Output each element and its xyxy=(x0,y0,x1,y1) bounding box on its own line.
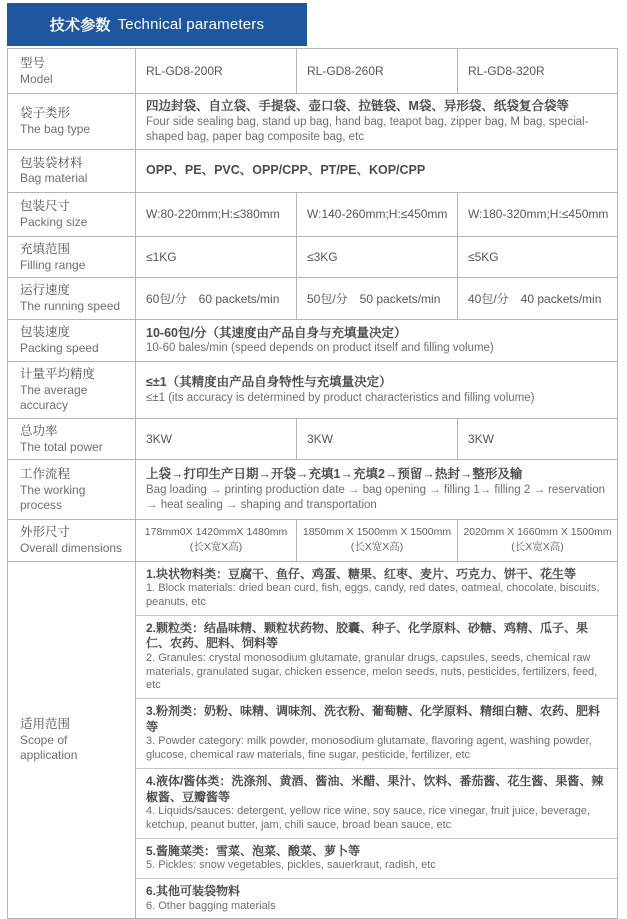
model-label xyxy=(8,49,136,94)
scope-item-1-en: 1. Block materials: dried bean curd, fish, eggs, candy, red dates, oatmeal, chocolate, biscuits, peanuts, etc xyxy=(146,582,600,609)
dimensions-3-note: (长X宽X高) xyxy=(511,541,564,554)
technical-parameters-table xyxy=(7,48,618,919)
average-accuracy-label-zh: 计量平均精度 xyxy=(20,366,96,381)
row-model xyxy=(8,49,618,94)
scope-item-other xyxy=(136,878,617,918)
dimensions-1-size: 178mm0X 1420mmX 1480mm xyxy=(144,526,288,539)
dimensions-2-size: 1850mm X 1500mm X 1500mm xyxy=(302,526,452,539)
total-power-value-3: 3KW xyxy=(458,418,618,459)
running-speed-label-en: The running speed xyxy=(20,299,121,314)
total-power-label-en: The total power xyxy=(20,439,103,454)
packing-size-value-2: W:140-260mm;H:≤450mm xyxy=(297,192,458,236)
model-label-en: Model xyxy=(20,71,53,86)
bag-material-value xyxy=(136,149,618,192)
scope-label-en: Scope of application xyxy=(20,732,78,763)
scope-item-6-en: 6. Other bagging materials xyxy=(146,899,276,912)
banner-title-en: Technical parameters xyxy=(117,16,265,33)
overall-dimensions-value-1 xyxy=(136,520,297,561)
filling-range-value-2: ≤3KG xyxy=(297,236,458,277)
model-label-zh: 型号 xyxy=(20,55,46,70)
row-scope-of-application xyxy=(8,561,618,919)
bag-type-value-zh: 四边封袋、自立袋、手提袋、壶口袋、拉链袋、M袋、异形袋、纸袋复合袋等 xyxy=(146,99,569,113)
page xyxy=(0,3,627,919)
scope-label-zh: 适用范围 xyxy=(20,716,71,731)
packing-speed-value-zh: 10-60包/分（其速度由产品自身与充填量决定） xyxy=(146,325,407,340)
row-overall-dimensions xyxy=(8,520,618,561)
total-power-value-2: 3KW xyxy=(297,418,458,459)
filling-range-label-zh: 充填范围 xyxy=(20,241,71,256)
running-speed-label-zh: 运行速度 xyxy=(20,283,71,298)
packing-speed-label xyxy=(8,320,136,361)
packing-size-value-3: W:180-320mm;H:≤450mm xyxy=(458,192,618,236)
packing-size-label xyxy=(8,192,136,236)
average-accuracy-value-en: ≤±1 (its accuracy is determined by product characteristics and filling volume) xyxy=(146,391,535,404)
scope-label xyxy=(8,561,136,919)
scope-item-powder xyxy=(136,698,617,768)
scope-item-3-zh: 3.粉剂类：奶粉、味精、调味剂、洗衣粉、葡萄糖、化学原料、精细白糖、农药、肥料等 xyxy=(146,704,601,734)
filling-range-value-3: ≤5KG xyxy=(458,236,618,277)
row-total-power xyxy=(8,418,618,459)
row-bag-type xyxy=(8,94,618,150)
average-accuracy-value xyxy=(136,361,618,418)
scope-item-liquids-sauces xyxy=(136,768,617,838)
bag-material-value-text: OPP、PE、PVC、OPP/CPP、PT/PE、KOP/CPP xyxy=(146,163,426,178)
scope-item-1-zh: 1.块状物料类：豆腐干、鱼仔、鸡蛋、糖果、红枣、麦片、巧克力、饼干、花生等 xyxy=(146,566,577,581)
bag-type-label xyxy=(8,94,136,150)
bag-material-label-en: Bag material xyxy=(20,171,88,186)
row-working-process xyxy=(8,460,618,520)
running-speed-value-2: 50包/分 50 packets/min xyxy=(297,278,458,320)
working-process-label-zh: 工作流程 xyxy=(20,466,71,481)
overall-dimensions-value-2 xyxy=(297,520,458,561)
filling-range-label-en: Filling range xyxy=(20,257,86,272)
working-process-value-zh: 上袋→打印生产日期→开袋→充填1→充填2→预留→热封→整形及输 xyxy=(146,467,523,482)
bag-type-label-zh: 袋子类形 xyxy=(20,106,71,121)
packing-size-label-zh: 包装尺寸 xyxy=(20,199,71,214)
bag-type-value xyxy=(136,94,618,150)
row-running-speed xyxy=(8,278,618,320)
bag-type-label-en: The bag type xyxy=(20,122,91,137)
running-speed-value-3: 40包/分 40 packets/min xyxy=(458,278,618,320)
average-accuracy-value-zh: ≤±1（其精度由产品自身特性与充填量决定） xyxy=(146,374,392,389)
working-process-label-en: The working process xyxy=(20,482,86,513)
overall-dimensions-label-zh: 外形尺寸 xyxy=(20,525,71,540)
filling-range-label xyxy=(8,236,136,277)
overall-dimensions-label-en: Overall dimensions xyxy=(20,541,123,556)
packing-speed-label-zh: 包装速度 xyxy=(20,325,71,340)
dimensions-2-note: (长X宽X高) xyxy=(350,541,404,554)
section-title-banner xyxy=(7,3,307,46)
overall-dimensions-label xyxy=(8,520,136,561)
scope-item-4-zh: 4.液体/酱体类：洗涤剂、黄酒、酱油、米醋、果汁、饮料、番茄酱、花生酱、果酱、辣椒酱、豆瓣酱等 xyxy=(146,773,604,804)
row-average-accuracy xyxy=(8,361,618,418)
banner-title-zh: 技术参数 xyxy=(49,17,111,34)
filling-range-value-1: ≤1KG xyxy=(136,236,297,277)
dimensions-1-note: (长X宽X高) xyxy=(189,541,243,554)
working-process-value-en: Bag loading → printing production date → bag opening → filling 1→ filling 2 → reservation → heat sealing → shaping and transportation xyxy=(146,484,605,512)
bag-type-value-en: Four side sealing bag, stand up bag, hand bag, teapot bag, zipper bag, M bag, special-shaped bag, paper bag composite bag, etc xyxy=(146,115,589,143)
model-value-3: RL-GD8-320R xyxy=(458,49,618,94)
scope-value xyxy=(136,561,618,919)
running-speed-value-1: 60包/分 60 packets/min xyxy=(136,278,297,320)
working-process-value xyxy=(136,460,618,520)
packing-speed-value-en: 10-60 bales/min (speed depends on product itself and filling volume) xyxy=(146,342,494,355)
scope-item-5-en: 5. Pickles: snow vegetables, pickles, sauerkraut, radish, etc xyxy=(146,859,436,872)
overall-dimensions-value-3 xyxy=(458,520,618,561)
model-value-1: RL-GD8-200R xyxy=(136,49,297,94)
scope-item-2-en: 2. Granules: crystal monosodium glutamate, granular drugs, capsules, seeds, chemical raw materials, granulated sugar, chicken essence, melon seeds, nuts, pesticides, fertilizers, feed, etc xyxy=(146,651,598,692)
row-packing-speed xyxy=(8,320,618,361)
model-value-2: RL-GD8-260R xyxy=(297,49,458,94)
scope-item-4-en: 4. Liquids/sauces: detergent, yellow rice wine, soy sauce, rice vinegar, fruit juice, beverage, ketchup, peanut butter, jam, chili sauce, broad bean sauce, etc xyxy=(146,805,590,831)
scope-item-block-materials xyxy=(136,562,617,615)
bag-material-label xyxy=(8,149,136,192)
dimensions-3-size: 2020mm X 1660mm X 1500mm xyxy=(463,526,612,539)
scope-item-3-en: 3. Powder category: milk powder, monosodium glutamate, flavoring agent, washing powder, glucose, chemical raw materials, fine sugar, pesticide, fertilizer, etc xyxy=(146,735,592,762)
packing-size-label-en: Packing size xyxy=(20,214,88,229)
scope-item-2-zh: 2.颗粒类：结晶味精、颗粒状药物、胶囊、种子、化学原料、砂糖、鸡精、瓜子、果仁、农药、肥料、饲料等 xyxy=(146,620,589,651)
packing-speed-value xyxy=(136,320,618,361)
scope-item-6-zh: 6.其他可装袋物料 xyxy=(146,883,241,898)
total-power-label-zh: 总功率 xyxy=(20,423,58,438)
scope-item-5-zh: 5.酱腌菜类：雪菜、泡菜、酸菜、萝卜等 xyxy=(146,843,361,858)
packing-speed-label-en: Packing speed xyxy=(20,341,99,356)
row-packing-size xyxy=(8,192,618,236)
average-accuracy-label xyxy=(8,361,136,418)
scope-item-granules xyxy=(136,615,617,698)
packing-size-value-1: W:80-220mm;H:≤380mm xyxy=(136,192,297,236)
running-speed-label xyxy=(8,278,136,320)
total-power-label xyxy=(8,418,136,459)
total-power-value-1: 3KW xyxy=(136,418,297,459)
working-process-label xyxy=(8,460,136,520)
row-filling-range xyxy=(8,236,618,277)
average-accuracy-label-en: The average accuracy xyxy=(20,382,88,413)
row-bag-material xyxy=(8,149,618,192)
scope-item-pickles xyxy=(136,838,617,878)
bag-material-label-zh: 包装袋材料 xyxy=(20,155,83,170)
